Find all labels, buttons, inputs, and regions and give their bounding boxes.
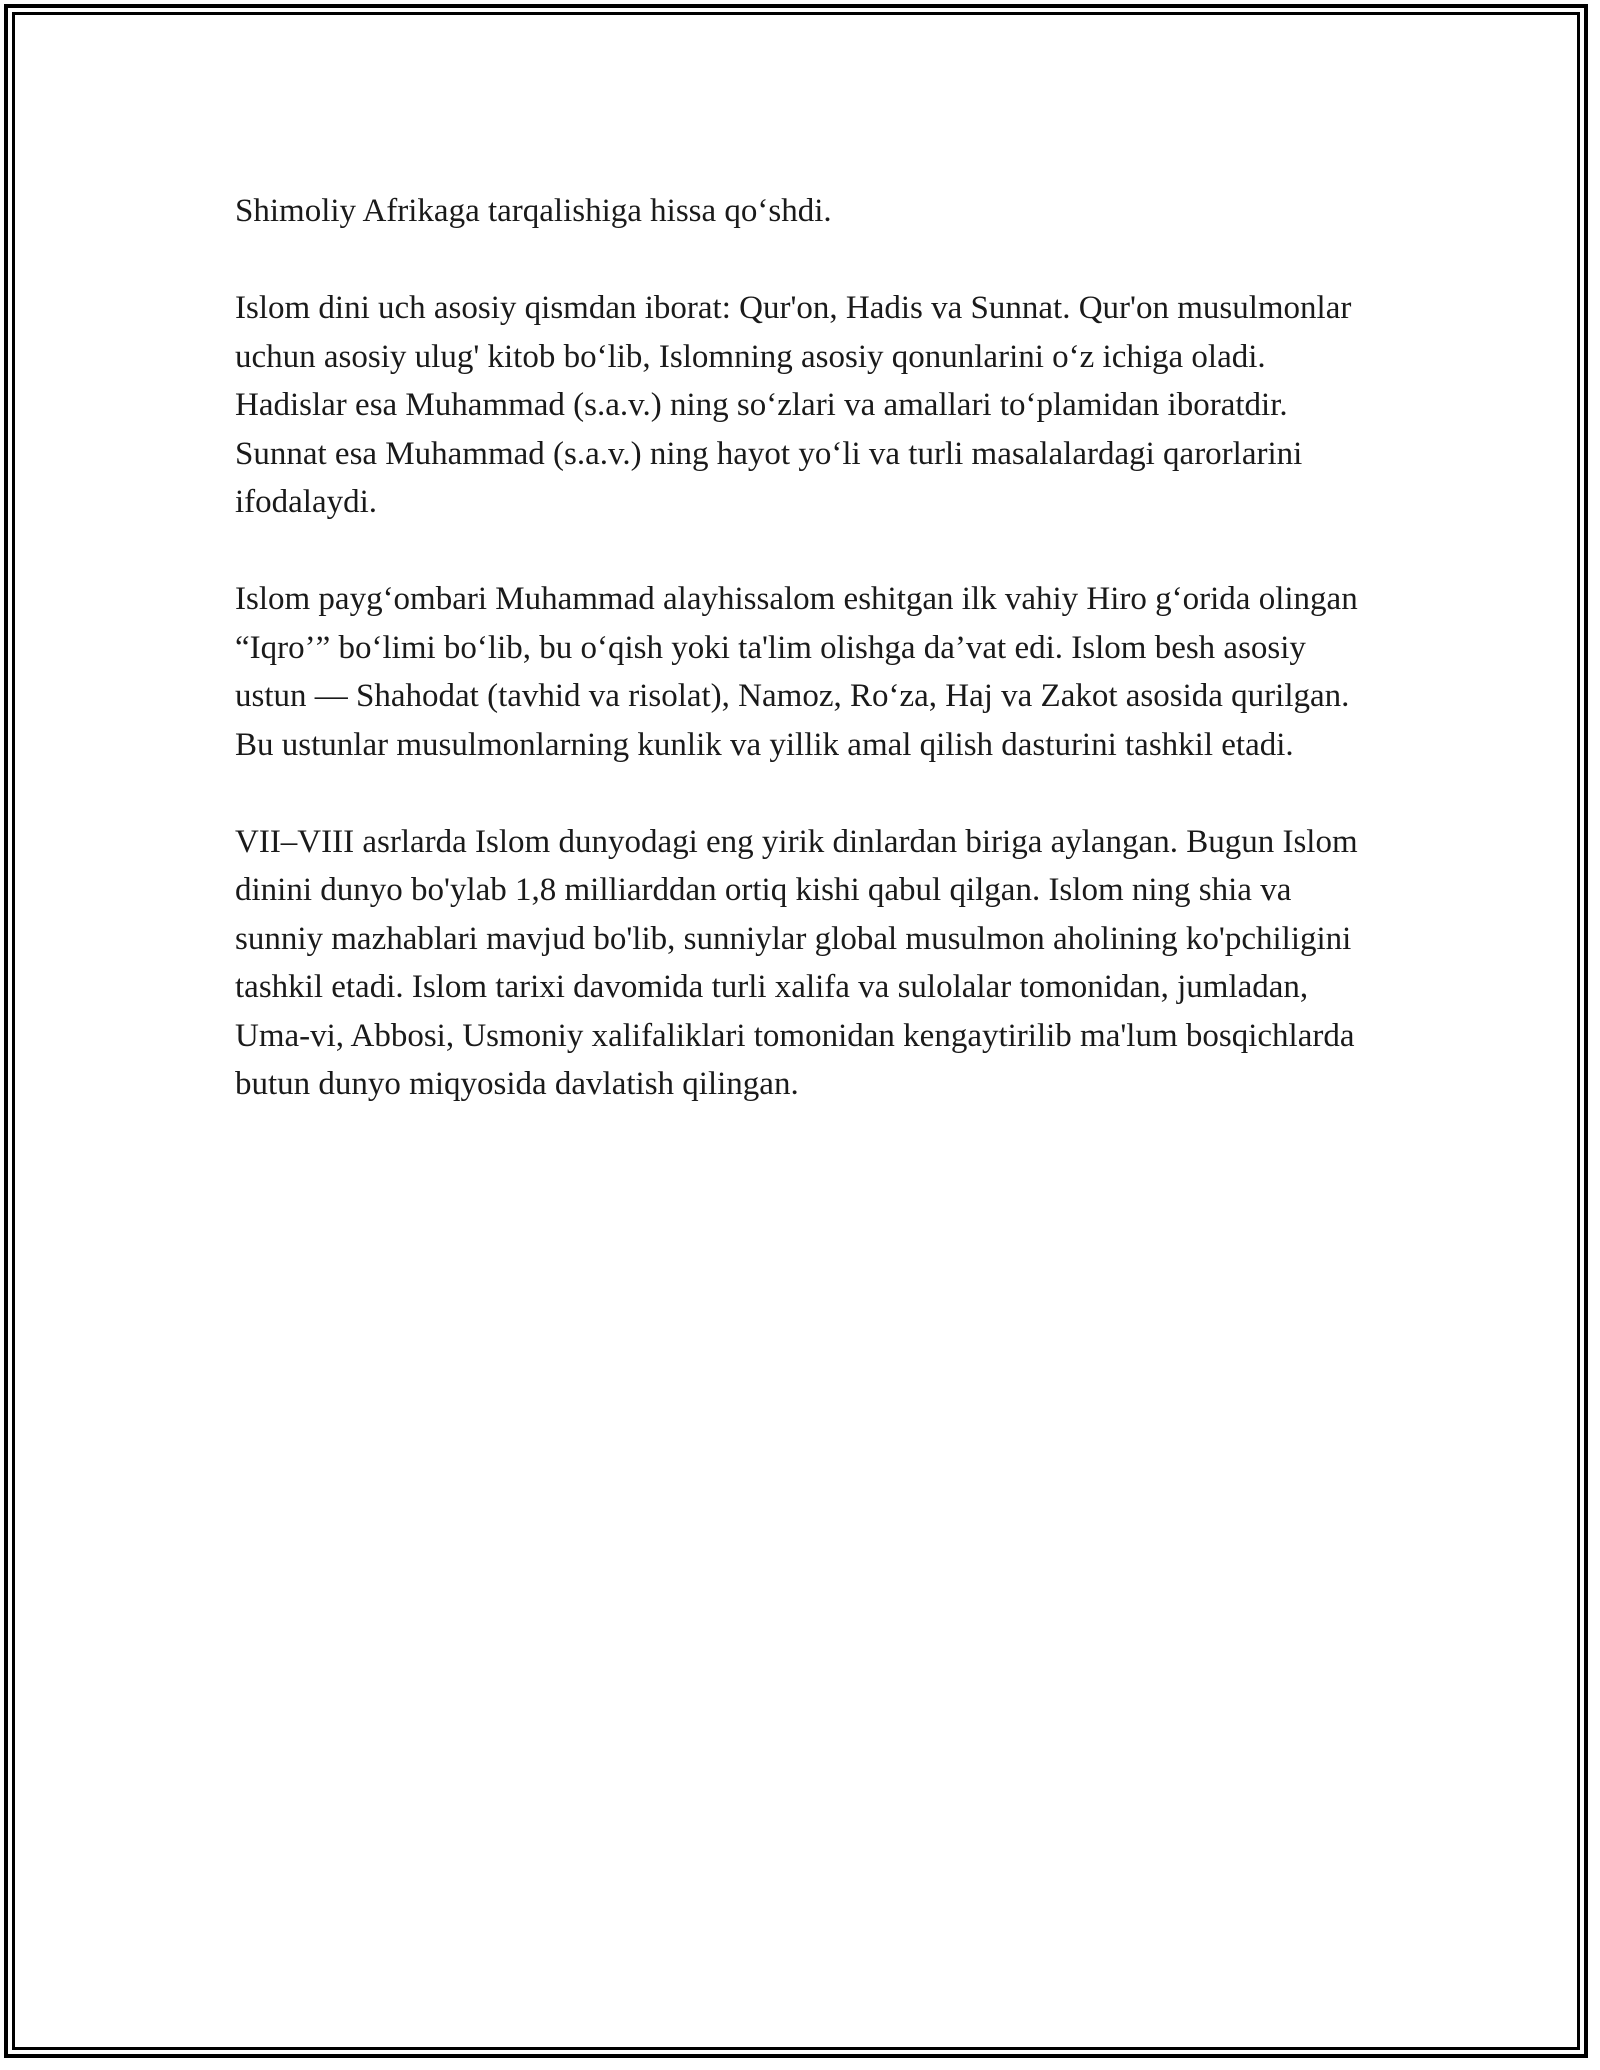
paragraph-2: Islom dini uch asosiy qismdan iborat: Qur'on, Hadis va Sunnat. Qur'on musulmonlar uchun asosiy ulug' kitob bo‘lib, Islomning asosiy qonunlarini o‘z ichiga oladi. Hadislar esa Muhammad (s.a.v.) ning so‘zlari va amallari to‘plamidan iboratdir. Sunnat esa Muhammad (s.a.v.) ning hayot yo‘li va turli masalalardagi qarorlarini ifodalaydi. (235, 290, 1352, 520)
paragraph-1: Shimoliy Afrikaga tarqalishiga hissa qo‘shdi. (235, 193, 832, 229)
document-body (235, 187, 1375, 1109)
paragraph-4: VII–VIII asrlarda Islom dunyodagi eng yirik dinlardan biriga aylangan. Bugun Islom dinini dunyo bo'ylab 1,8 milliarddan ortiq kishi qabul qilgan. Islom ning shia va sunniy mazhablari mavjud bo'lib, sunniylar global musulmon aholining ko'pchiligini tashkil etadi. Islom tarixi davomida turli xalifa va sulolalar tomonidan, jumladan, Uma-vi, Abbosi, Usmoniy xalifaliklari tomonidan kengaytirilib ma'lum bosqichlarda butun dunyo miqyosida davlatish qilingan. (235, 823, 1358, 1102)
paragraph-3: Islom payg‘ombari Muhammad alayhissalom eshitgan ilk vahiy Hiro g‘orida olingan “Iqro’” bo‘limi bo‘lib, bu o‘qish yoki ta'lim olishga da’vat edi. Islom besh asosiy ustun — Shahodat (tavhid va risolat), Namoz, Ro‘za, Haj va Zakot asosida qurilgan. Bu ustunlar musulmonlarning kunlik va yillik amal qilish dasturini tashkil etadi. (235, 581, 1358, 763)
